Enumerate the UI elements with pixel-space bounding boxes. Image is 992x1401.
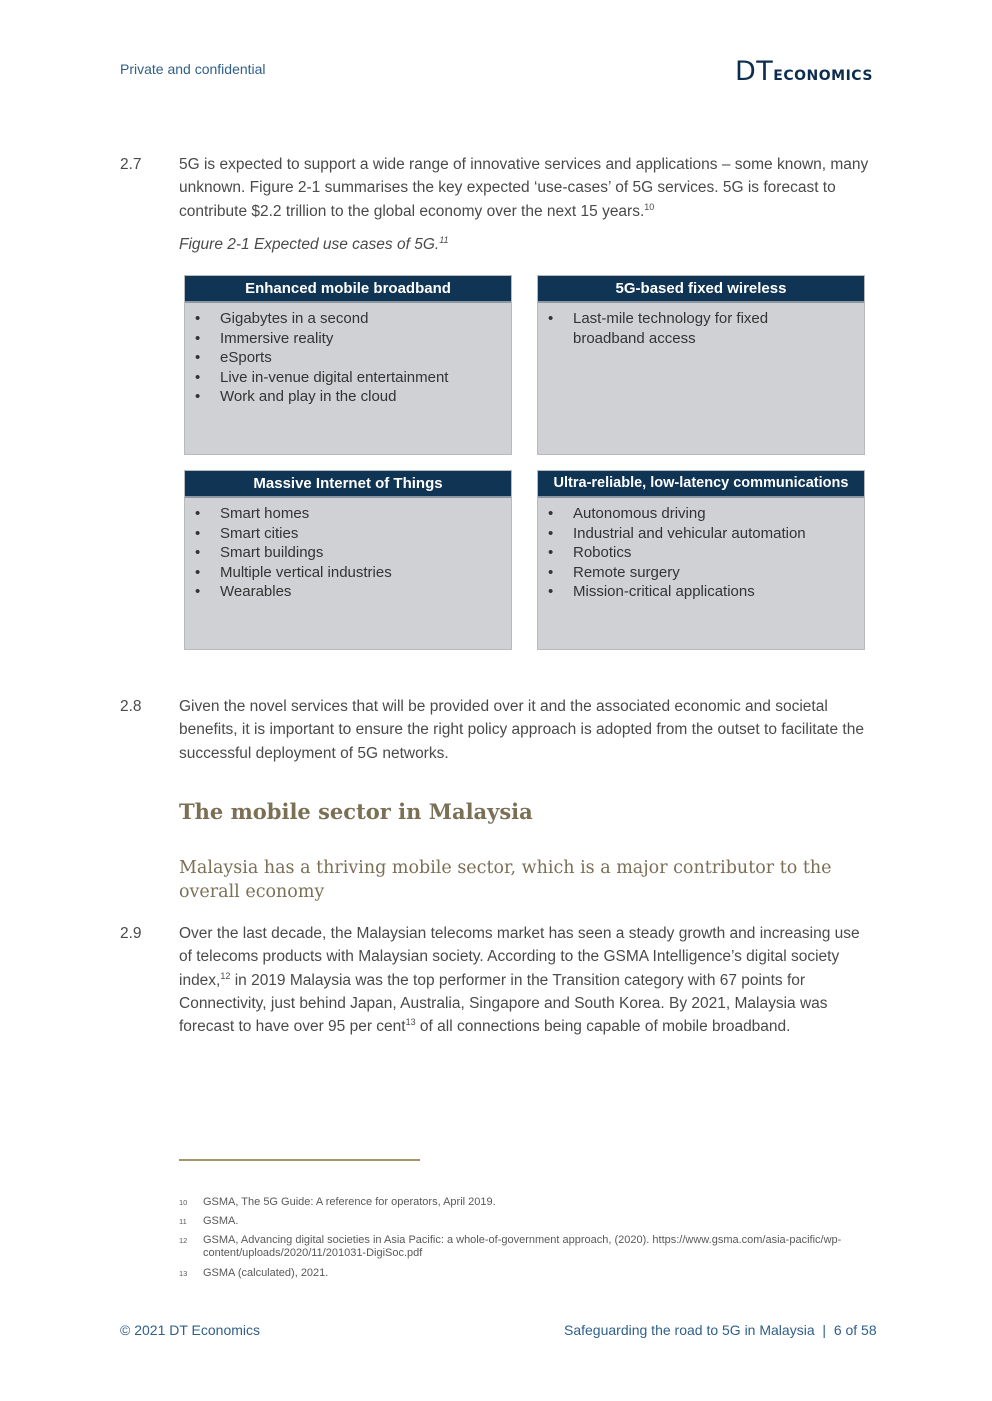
- footer-copyright: © 2021 DT Economics: [120, 1322, 261, 1338]
- logo-economics: ECONOMICS: [773, 68, 873, 84]
- use-case-list: [185, 498, 511, 602]
- use-case-item: • eSports: [195, 348, 503, 368]
- use-case-box-title: Massive Internet of Things: [185, 471, 511, 498]
- use-case-item: • Mission-critical applications: [548, 582, 856, 602]
- footnote: [179, 1196, 879, 1209]
- use-case-list: [538, 303, 864, 348]
- section-heading: The mobile sector in Malaysia: [179, 799, 533, 824]
- footnote-number: 11: [179, 1217, 187, 1226]
- use-case-item: • Industrial and vehicular automation: [548, 524, 856, 544]
- use-case-list: [185, 303, 511, 407]
- footer-doc-info: [564, 1322, 877, 1338]
- footer-separator: |: [822, 1322, 827, 1338]
- footnote-ref: 11: [439, 235, 449, 245]
- dt-economics-logo: [735, 56, 873, 87]
- figure-caption: Figure 2-1 Expected use cases of 5G.$^{11}$: [179, 235, 449, 253]
- footnote-text: GSMA, Advancing digital societies in Asia Pacific: a whole-of-government approach, (2020). https://www.gsma.com/asia-pacific/wp-content/uploads/2020/11/201031-DigiSoc.pdf: [203, 1234, 842, 1259]
- use-case-item: • Work and play in the cloud: [195, 387, 503, 407]
- page-number: 6 of 58: [833, 1322, 877, 1338]
- use-case-box-embb: [184, 275, 512, 455]
- use-case-item: • Smart cities: [195, 524, 503, 544]
- footnote: [179, 1234, 879, 1260]
- header-confidential-label: Private and confidential: [120, 61, 266, 77]
- use-case-item: • Last-mile technology for fixed broadband access: [548, 309, 788, 348]
- paragraph-number: 2.8: [120, 698, 142, 715]
- paragraph-number: 2.7: [120, 156, 142, 173]
- footnote-text: GSMA (calculated), 2021.: [203, 1267, 329, 1279]
- use-case-item: • Live in-venue digital entertainment: [195, 368, 503, 388]
- use-case-list: [538, 498, 864, 602]
- use-case-item: • Gigabytes in a second: [195, 309, 503, 329]
- section-subheading: Malaysia has a thriving mobile sector, which is a major contributor to the overall economy: [179, 858, 832, 902]
- paragraph-2-7: [120, 153, 872, 223]
- use-case-box-title: 5G-based fixed wireless: [538, 276, 864, 303]
- paragraph-text: Over the last decade, the Malaysian telecoms market has seen a steady growth and increasing use of telecoms products with Malaysian society. According to the GSMA Intelligence’s digital society index,$^{12}$ in 2019 Malaysia was the top performer in the Transition category with 67 points for Connectivity, just behind Japan, Australia, Singapore and South Korea. By 2021, Malaysia was forecast to have over 95 per cent$^{13}$ of all connections being capable of mobile broadband.: [179, 925, 860, 1036]
- footnote-number: 13: [179, 1269, 188, 1278]
- footnote-text: GSMA.: [203, 1215, 239, 1227]
- footnote-ref: 12: [220, 970, 231, 981]
- paragraph-text: Given the novel services that will be provided over it and the associated economic and societal benefits, it is important to ensure the right policy approach is adopted from the outset to facilitate the successful deployment of 5G networks.: [179, 698, 864, 762]
- footnote: [179, 1215, 879, 1228]
- use-case-item: • Immersive reality: [195, 329, 503, 349]
- use-case-item: • Smart buildings: [195, 543, 503, 563]
- paragraph-2-8: [120, 695, 872, 765]
- use-case-item: • Autonomous driving: [548, 504, 856, 524]
- footnote-text: GSMA, The 5G Guide: A reference for operators, April 2019.: [203, 1196, 496, 1208]
- use-case-box-urllc: [537, 470, 865, 650]
- use-case-box-fixed-wireless: [537, 275, 865, 455]
- use-case-box-title: Enhanced mobile broadband: [185, 276, 511, 303]
- use-case-item: • Robotics: [548, 543, 856, 563]
- use-case-item: • Wearables: [195, 582, 503, 602]
- use-case-item: • Multiple vertical industries: [195, 563, 503, 583]
- use-case-item: • Remote surgery: [548, 563, 856, 583]
- footnote-ref: 10: [644, 201, 655, 212]
- use-case-item: • Smart homes: [195, 504, 503, 524]
- paragraph-number: 2.9: [120, 925, 142, 942]
- use-case-box-title: Ultra-reliable, low-latency communications: [538, 471, 864, 498]
- paragraph-text: 5G is expected to support a wide range of innovative services and applications – some known, many unknown. Figure 2-1 summarises the key expected ‘use-cases’ of 5G services. 5G is forecast to contribute $2.2 trillion to the global economy over the next 15 years.$^{10}$: [179, 156, 869, 220]
- footer-doc-title: Safeguarding the road to 5G in Malaysia: [564, 1322, 815, 1338]
- logo-dt: DT: [735, 56, 774, 87]
- footnote-number: 12: [179, 1236, 188, 1245]
- footnote: [179, 1267, 879, 1280]
- use-case-box-miot: [184, 470, 512, 650]
- paragraph-2-9: [120, 922, 872, 1038]
- footnote-ref: 13: [405, 1017, 416, 1028]
- footnote-divider: [179, 1159, 420, 1161]
- footnote-number: 10: [179, 1198, 188, 1207]
